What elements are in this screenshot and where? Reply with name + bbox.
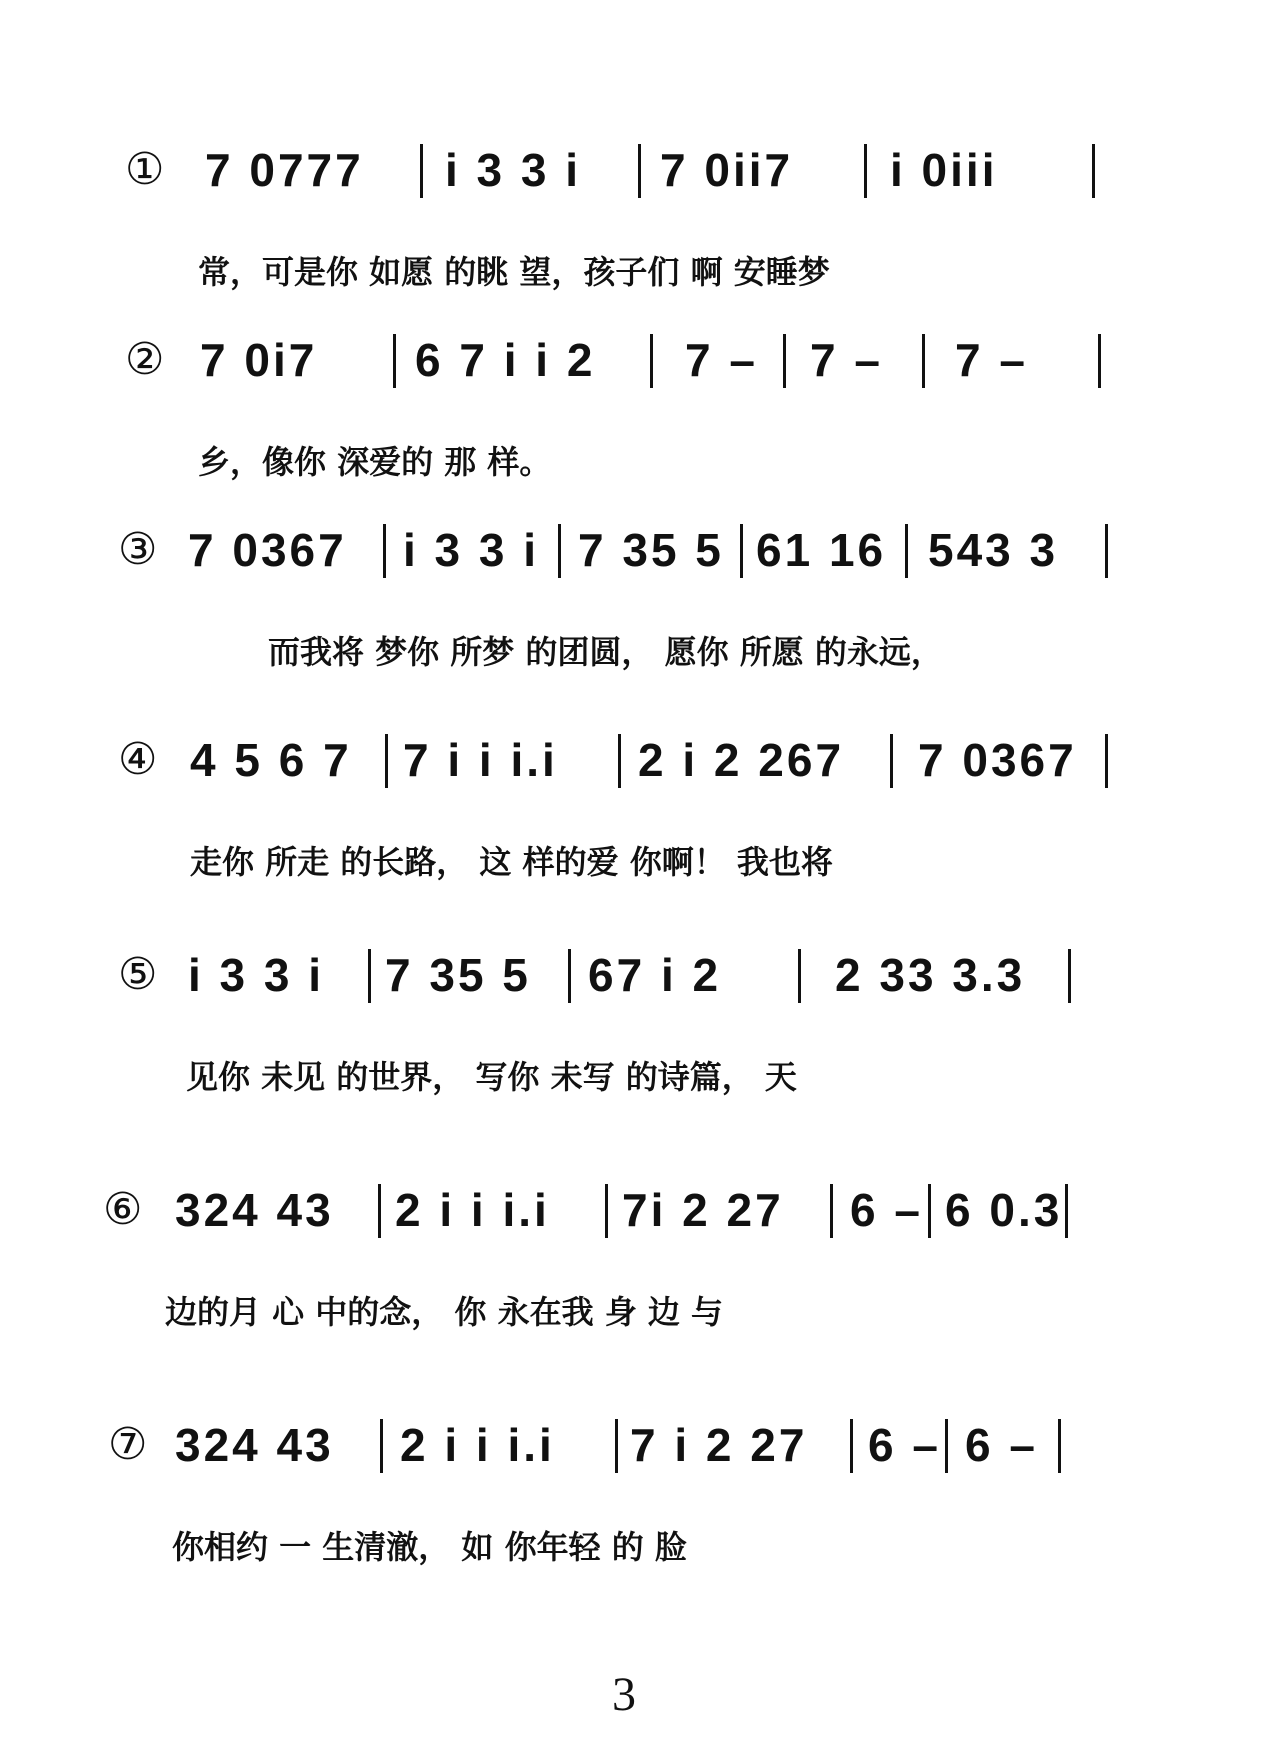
measure: 324 43 (175, 1184, 334, 1236)
barline (650, 334, 653, 388)
measure: 2 i i i.i (400, 1419, 555, 1471)
barline (605, 1184, 608, 1238)
score-row-4 (0, 730, 1272, 950)
page-number: 3 (612, 1668, 636, 1721)
measure: 6 0.3 (945, 1184, 1063, 1236)
row-number-label: ③ (118, 524, 158, 575)
measure: 7 – (955, 334, 1028, 386)
barline (798, 949, 801, 1003)
measure: 543 3 (928, 524, 1059, 576)
measure: 7 0367 (188, 524, 347, 576)
measure: 7 35 5 (578, 524, 724, 576)
lyric-line: 边的月 心 中的念， 你 永在我 身 边 与 (165, 1293, 723, 1331)
measure: 7 0777 (205, 144, 364, 196)
measure: 67 i 2 (588, 949, 722, 1001)
measure: 6 – (868, 1419, 941, 1471)
barline (380, 1419, 383, 1473)
measure: 6 7 i i 2 (415, 334, 596, 386)
measure: 7 0367 (918, 734, 1077, 786)
row-number-label: ⑦ (108, 1419, 148, 1470)
row-number-label: ① (125, 144, 165, 195)
measure: 7 i 2 27 (630, 1419, 808, 1471)
row-number-label: ⑤ (118, 949, 158, 1000)
lyric-line: 你相约 一 生清澈， 如 你年轻 的 脸 (172, 1528, 687, 1566)
measure: 61 16 (756, 524, 887, 576)
measure: 4 5 6 7 (190, 734, 352, 786)
barline (928, 1184, 931, 1238)
barline (638, 144, 641, 198)
measure: i 3 3 i (445, 144, 582, 196)
measure: 7 35 5 (385, 949, 531, 1001)
barline (922, 334, 925, 388)
score-row-7 (0, 1415, 1272, 1635)
score-row-2 (0, 330, 1272, 550)
barline (383, 524, 386, 578)
barline (1105, 524, 1108, 578)
score-row-1 (0, 140, 1272, 360)
measure: 6 – (965, 1419, 1038, 1471)
barline (1092, 144, 1095, 198)
lyric-line: 乡，像你 深爱的 那 样。 (198, 443, 552, 481)
barline (740, 524, 743, 578)
barline (378, 1184, 381, 1238)
barline (905, 524, 908, 578)
barline (830, 1184, 833, 1238)
score-row-5 (0, 945, 1272, 1165)
barline (1065, 1184, 1068, 1238)
measure: i 3 3 i (403, 524, 540, 576)
measure: 2 i 2 267 (638, 734, 845, 786)
score-row-6 (0, 1180, 1272, 1400)
barline (783, 334, 786, 388)
row-number-label: ⑥ (103, 1184, 143, 1235)
barline (890, 734, 893, 788)
measure: 2 i i i.i (395, 1184, 550, 1236)
lyric-line: 常，可是你 如愿 的眺 望，孩子们 啊 安睡梦 (198, 253, 830, 291)
measure: 7 0i7 (200, 334, 318, 386)
measure: i 0iii (890, 144, 998, 196)
score-row-3 (0, 520, 1272, 740)
measure: 7 i i i.i (403, 734, 558, 786)
barline (1068, 949, 1071, 1003)
barline (393, 334, 396, 388)
barline (850, 1419, 853, 1473)
barline (368, 949, 371, 1003)
barline (1098, 334, 1101, 388)
lyric-line: 见你 未见 的世界， 写你 未写 的诗篇， 天 (186, 1058, 797, 1096)
measure: 2 33 3.3 (835, 949, 1026, 1001)
barline (945, 1419, 948, 1473)
measure: 7 – (810, 334, 883, 386)
measure: 7 0ii7 (660, 144, 794, 196)
barline (558, 524, 561, 578)
measure: 7 – (685, 334, 758, 386)
lyric-line: 而我将 梦你 所梦 的团圆， 愿你 所愿 的永远， (268, 633, 943, 671)
barline (1058, 1419, 1061, 1473)
barline (568, 949, 571, 1003)
barline (618, 734, 621, 788)
barline (615, 1419, 618, 1473)
row-number-label: ④ (118, 734, 158, 785)
measure: 7i 2 27 (622, 1184, 784, 1236)
barline (864, 144, 867, 198)
barline (385, 734, 388, 788)
lyric-line: 走你 所走 的长路， 这 样的爱 你啊！ 我也将 (190, 843, 833, 881)
measure: i 3 3 i (188, 949, 325, 1001)
barline (420, 144, 423, 198)
measure: 324 43 (175, 1419, 334, 1471)
row-number-label: ② (125, 334, 165, 385)
measure: 6 – (850, 1184, 923, 1236)
barline (1105, 734, 1108, 788)
